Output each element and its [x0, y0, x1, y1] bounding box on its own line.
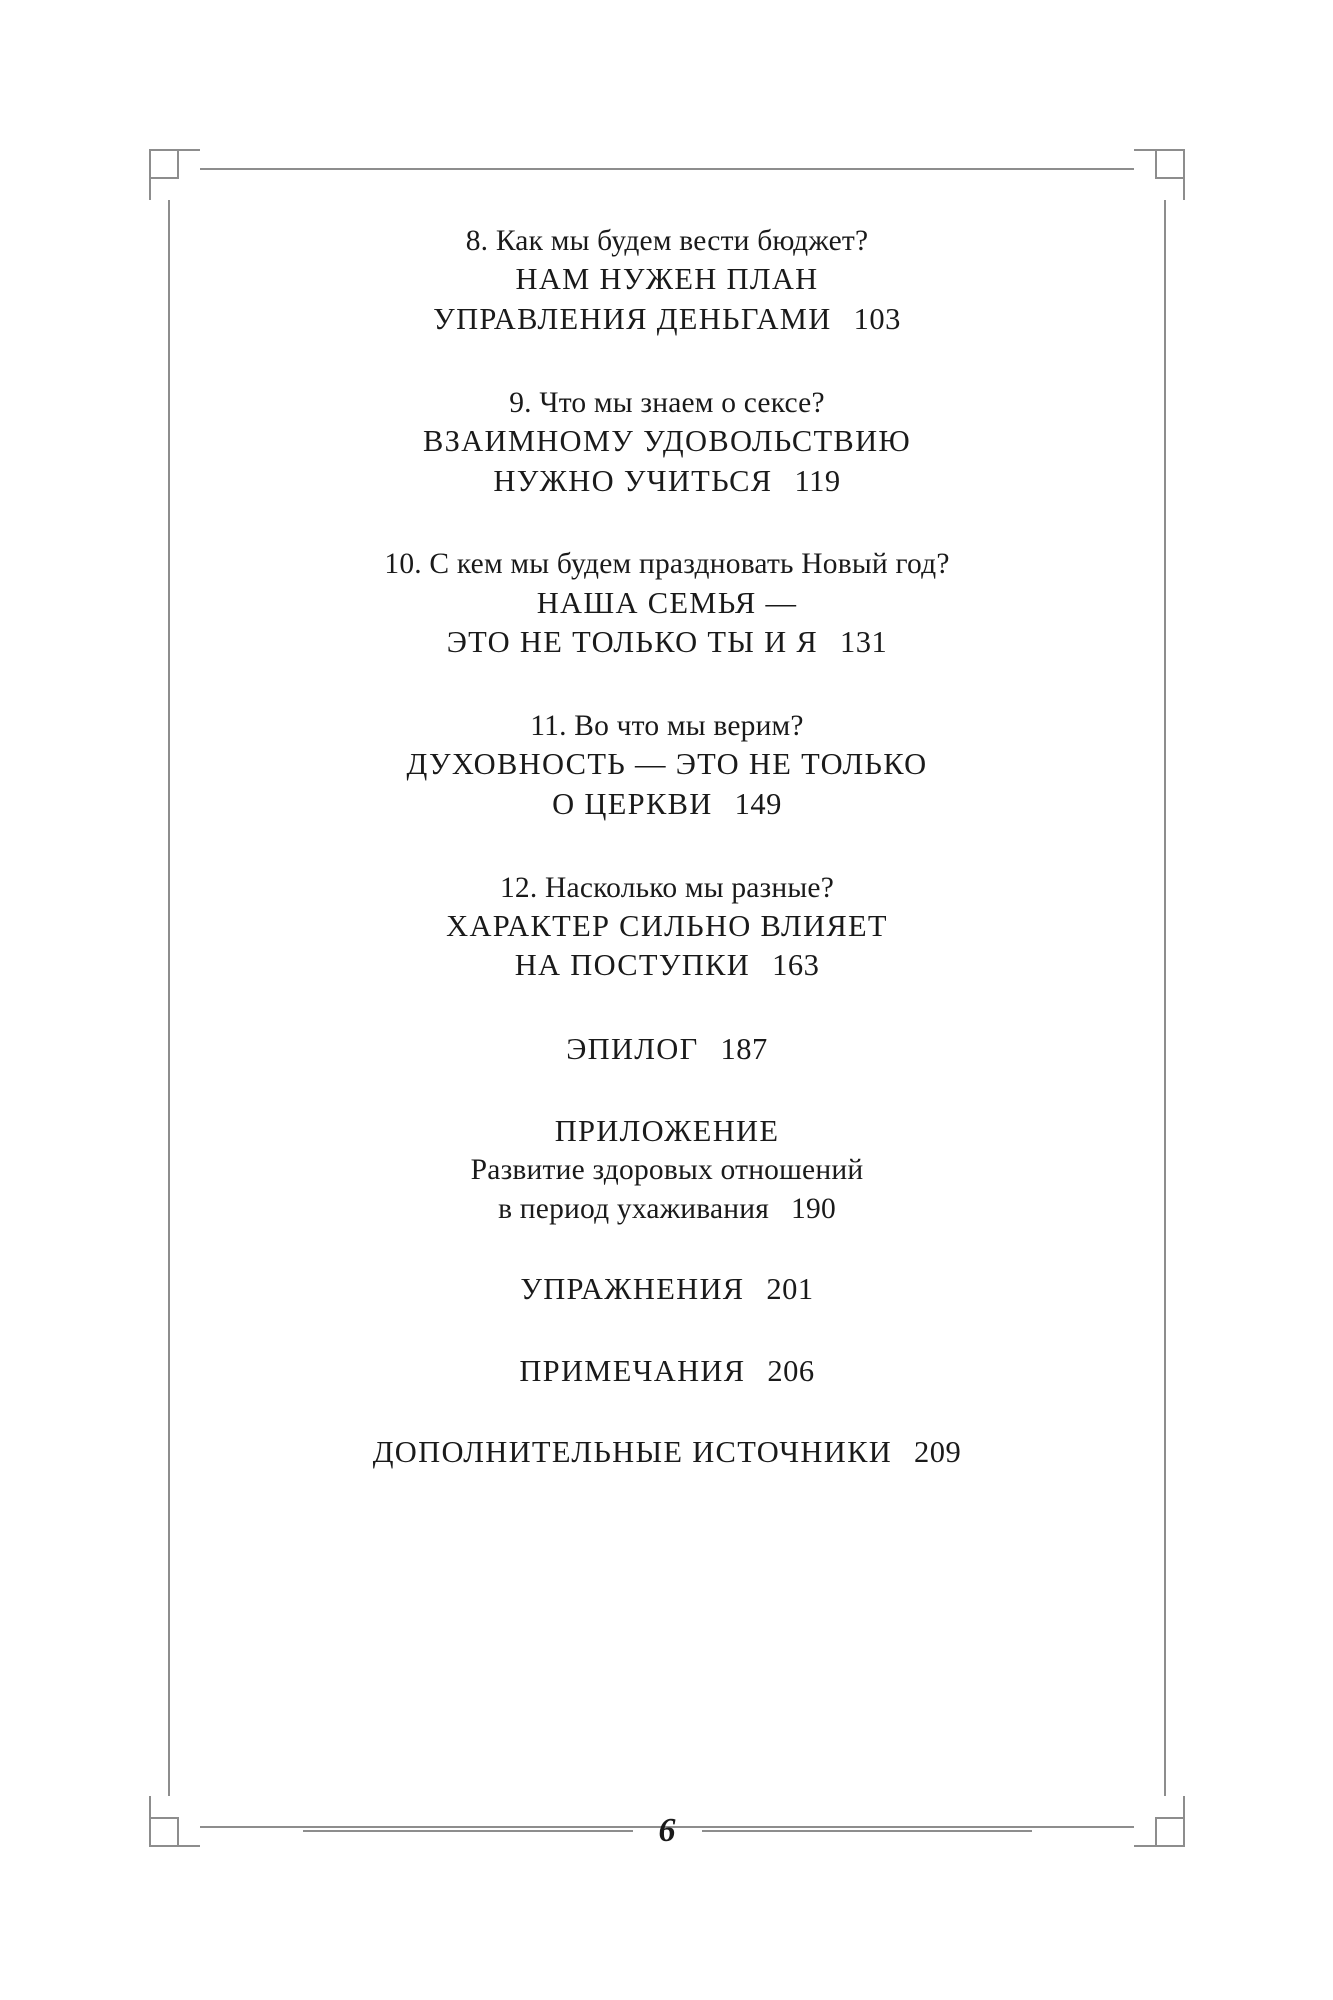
toc-entry-title-line: НАША СЕМЬЯ —	[536, 585, 798, 620]
backmatter-entry	[168, 1112, 1166, 1228]
toc-entry	[168, 869, 1166, 987]
folio-page-number: 6	[658, 1812, 676, 1849]
backmatter-heading-text: ДОПОЛНИТЕЛЬНЫЕ ИСТОЧНИКИ	[372, 1435, 893, 1470]
toc-entry-title-line: ВЗАИМНОМУ УДОВОЛЬСТВИЮ	[422, 423, 912, 458]
toc-entry-title-line	[168, 300, 1166, 340]
backmatter-list	[168, 1030, 1166, 1473]
backmatter-page-number: 187	[720, 1032, 768, 1067]
backmatter-heading-line: ПРИЛОЖЕНИЕ	[554, 1113, 780, 1148]
backmatter-page-number: 201	[766, 1272, 814, 1307]
toc-entry-title-line	[168, 462, 1166, 502]
toc-entry-page-number: 131	[840, 625, 888, 660]
toc-entry	[168, 222, 1166, 340]
toc-entry-title-text: НУЖНО УЧИТЬСЯ	[493, 463, 773, 498]
frame-corner-square-top-right	[1155, 149, 1185, 179]
backmatter-entry	[168, 1270, 1166, 1310]
backmatter-page-number: 209	[914, 1435, 962, 1470]
toc-entry-title-line	[168, 946, 1166, 986]
backmatter-heading-line	[168, 1352, 1166, 1392]
backmatter-page-number: 206	[767, 1353, 815, 1388]
backmatter-heading-text: ЭПИЛОГ	[566, 1032, 699, 1067]
table-of-contents	[168, 222, 1166, 1515]
toc-entry-page-number: 163	[772, 948, 820, 983]
toc-entry-question: 11. Во что мы верим?	[530, 709, 804, 742]
backmatter-entry	[168, 1352, 1166, 1392]
backmatter-page-number: 190	[791, 1192, 836, 1225]
backmatter-subtitle-text: в период ухаживания	[498, 1192, 770, 1225]
page-footer	[168, 1814, 1166, 1848]
toc-entry-title-line	[168, 623, 1166, 663]
toc-entry-page-number: 119	[794, 463, 841, 498]
toc-entry-page-number: 149	[734, 786, 782, 821]
backmatter-heading-line	[168, 1270, 1166, 1310]
toc-entry-question: 8. Как мы будем вести бюджет?	[465, 225, 869, 257]
backmatter-heading-line	[168, 1433, 1166, 1473]
backmatter-subtitle-line	[168, 1190, 1166, 1228]
toc-entry-title-text: О ЦЕРКВИ	[552, 786, 713, 821]
toc-entry-title-text: ЭТО НЕ ТОЛЬКО ТЫ И Я	[446, 625, 819, 660]
toc-entry-title-line: ДУХОВНОСТЬ — ЭТО НЕ ТОЛЬКО	[406, 747, 928, 782]
toc-entry	[168, 707, 1166, 825]
frame-corner-square-top-left	[149, 149, 179, 179]
backmatter-heading-line	[168, 1030, 1166, 1070]
toc-entry-title-line: ХАРАКТЕР СИЛЬНО ВЛИЯЕТ	[446, 908, 888, 943]
footer-rule-right	[702, 1830, 1032, 1832]
toc-entry-question: 12. Насколько мы разные?	[499, 871, 835, 904]
backmatter-entry	[168, 1433, 1166, 1473]
footer-rule-left	[303, 1830, 633, 1832]
toc-entry-title-line	[168, 785, 1166, 825]
toc-entry-title-line: НАМ НУЖЕН ПЛАН	[515, 262, 819, 297]
toc-entry-question: 10. С кем мы будем праздновать Новый год?	[384, 548, 950, 581]
backmatter-heading-text: ПРИМЕЧАНИЯ	[519, 1353, 746, 1388]
toc-entry-page-number: 103	[853, 301, 901, 336]
toc-entry	[168, 545, 1166, 663]
toc-entry-question: 9. Что мы знаем о сексе?	[509, 386, 825, 419]
toc-entry	[168, 384, 1166, 502]
backmatter-subtitle-line: Развитие здоровых отношений	[470, 1154, 864, 1187]
toc-entry-title-text: УПРАВЛЕНИЯ ДЕНЬГАМИ	[433, 301, 832, 336]
backmatter-entry	[168, 1030, 1166, 1070]
toc-entry-title-text: НА ПОСТУПКИ	[514, 948, 751, 983]
backmatter-heading-text: УПРАЖНЕНИЯ	[520, 1272, 745, 1307]
